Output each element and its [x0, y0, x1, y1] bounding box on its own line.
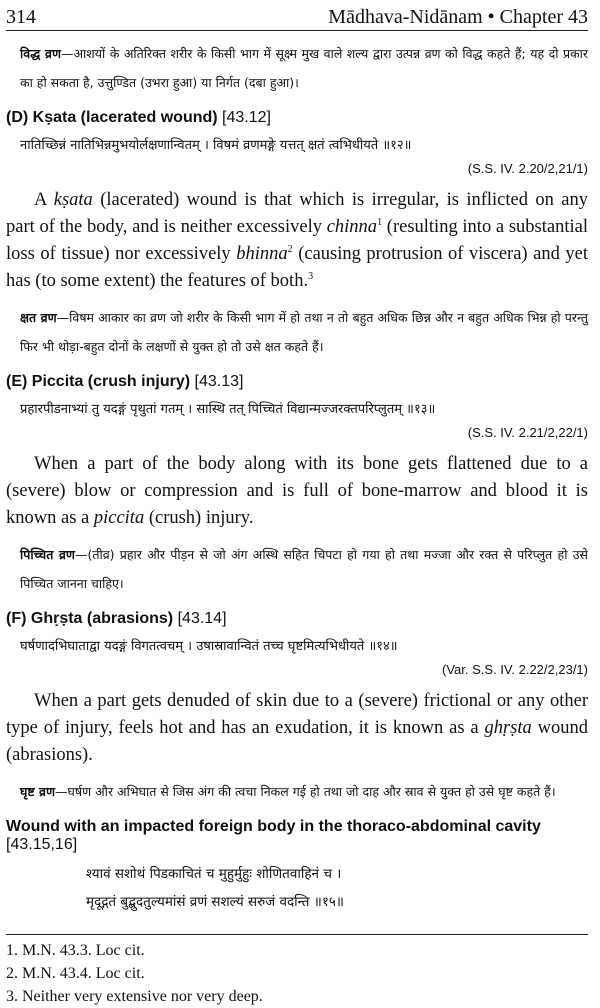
- piccita-eng-part-2: (crush) injury.: [144, 508, 254, 528]
- foreign-body-verse-line-2: मृदूद्गतं बुद्बुदतुल्यमांसं व्रणं सशल्यं सरुजं वदन्ति ॥१५॥: [86, 894, 345, 910]
- ksata-citation: (S.S. IV. 2.20/2,21/1): [467, 161, 588, 176]
- ghrsta-heading-title: (F) Ghṛṣta (abrasions): [6, 610, 174, 627]
- piccita-heading-title: (E) Piccita (crush injury): [6, 373, 191, 390]
- ksata-eng-part-3: (resulting into a substantial loss of tissue) nor excessively: [6, 217, 588, 264]
- ghrsta-hindi-paragraph: [6, 777, 588, 806]
- piccita-eng-part-1: When a part of the body along with its bone gets flattened due to a (severe) blow or compression and is full of bone-marrow and blood it is known as a: [6, 454, 588, 528]
- piccita-sanskrit-verse: प्रहारपीडनाभ्यां तु यदङ्गं पृथुतां गतम् । सास्थि तत् पिच्चितं विद्यान्मज्जरक्तपरिप्लुतम् ॥१३॥: [20, 402, 436, 417]
- foreign-body-heading: [6, 818, 588, 854]
- ghrsta-eng-part-2: wound (abrasions).: [6, 718, 588, 765]
- ghrsta-heading-ref: [43.14]: [177, 610, 227, 627]
- ksata-sanskrit-verse: नातिच्छिन्नं नातिभिन्नमुभयोर्लक्षणान्वितम् । विषमं व्रणमङ्गे यत्तत् क्षतं त्वभिधीयते ॥१२॥: [20, 138, 412, 153]
- ksata-eng-part-1: A: [34, 190, 54, 210]
- piccita-heading-ref: [43.13]: [194, 373, 244, 390]
- ghrsta-heading: [6, 610, 588, 628]
- ghrsta-eng-part-1: When a part gets denuded of skin due to a (severe) frictional or any other type of injury, feels hot and has an exudation, it is known as a: [6, 691, 588, 738]
- footnote-ref-1: 1: [377, 216, 383, 228]
- footnotes: [6, 934, 588, 1008]
- piccita-citation: (S.S. IV. 2.21/2,22/1): [467, 425, 588, 440]
- foreign-body-heading-title: Wound with an impacted foreign body in the thoraco-abdominal cavity: [6, 818, 541, 835]
- piccita-hindi-paragraph: [6, 540, 588, 598]
- piccita-heading: [6, 373, 588, 391]
- ksata-hindi-lead: क्षत व्रण: [20, 310, 57, 325]
- viddha-hindi-lead: विद्ध व्रण: [20, 46, 62, 61]
- footnote-ref-2: 2: [287, 243, 293, 255]
- ghrsta-citation: (Var. S.S. IV. 2.22/2,23/1): [442, 662, 588, 677]
- footnote-3: 3. Neither very extensive nor very deep.: [6, 988, 263, 1005]
- ghrsta-hindi-lead: घृष्ट व्रण: [20, 784, 56, 799]
- ksata-eng-part-2: (lacerated) wound is that which is irregular, is inflicted on any part of the body, and is neither excessively: [6, 190, 589, 237]
- footnote-1: 1. M.N. 43.3. Loc cit.: [6, 942, 145, 959]
- page-number: 314: [6, 6, 36, 28]
- piccita-english-paragraph: [6, 451, 588, 532]
- page-header: [6, 2, 588, 31]
- piccita-eng-term: piccita: [93, 508, 145, 528]
- ksata-heading: [6, 109, 588, 127]
- foreign-body-verse-line-1: श्यावं सशोथं पिडकाचितं च मुहुर्मुहुः शोणितवाहिनं च ।: [86, 866, 342, 882]
- ksata-hindi-text: —विषम आकार का व्रण जो शरीर के किसी भाग में हो तथा न तो बहुत अधिक छिन्न और न बहुत अधिक भिन्न हो परन्तु फिर भी थोड़ा-बहुत दोनों के लक्षणों से युक्त हो तो उसे क्षत कहते हैं।: [20, 310, 588, 354]
- ghrsta-hindi-text: —घर्षण और अभिघात से जिस अंग की त्वचा निकल गई हो तथा जो दाह और स्राव से युक्त हो उसे घृष्ट कहते हैं।: [55, 784, 556, 799]
- ghrsta-sanskrit-verse: घर्षणादभिघाताद्वा यदङ्गं विगतत्वचम् । उषास्रावान्वितं तच्च घृष्टमित्यभिधीयते ॥१४॥: [20, 639, 398, 654]
- ksata-english-paragraph: [6, 187, 588, 295]
- foreign-body-heading-ref: [43.15,16]: [6, 836, 78, 853]
- piccita-hindi-lead: पिच्चित व्रण: [20, 547, 75, 562]
- ghrsta-english-paragraph: [6, 688, 588, 769]
- ksata-hindi-paragraph: [6, 303, 588, 361]
- viddha-hindi-text: —आशयों के अतिरिक्त शरीर के किसी भाग में सूक्ष्म मुख वाले शल्य द्वारा उत्पन्न व्रण को विद्ध कहते हैं; यह दो प्रकार का हो सकता है, उत्तुण्डित (उभरा हुआ) या निर्गत (दबा हुआ)।: [20, 46, 589, 90]
- piccita-hindi-text: —(तीव्र) प्रहार और पीड़न से जो अंग अस्थि सहित चिपटा हो गया हो तथा मज्जा और रक्त से परिप्लुत हो उसे पिच्चित जानना चाहिए।: [20, 547, 588, 591]
- footnote-2: 2. M.N. 43.4. Loc cit.: [6, 965, 145, 982]
- viddha-hindi-paragraph: [6, 39, 588, 97]
- ksata-heading-ref: [43.12]: [222, 109, 271, 126]
- ksata-eng-part-4: (causing protrusion of viscera) and yet has (to some extent) the features of both.: [6, 244, 588, 291]
- ksata-eng-term: kṣata: [53, 190, 93, 210]
- footnote-ref-3: 3: [308, 270, 314, 282]
- ksata-eng-bhinna: bhinna: [236, 244, 288, 264]
- ksata-heading-title: (D) Kṣata (lacerated wound): [6, 109, 218, 126]
- ksata-eng-chinna: chinna: [326, 217, 378, 237]
- ghrsta-eng-term: ghṛṣta: [484, 718, 532, 738]
- running-head: Mādhava-Nidānam • Chapter 43: [328, 6, 588, 28]
